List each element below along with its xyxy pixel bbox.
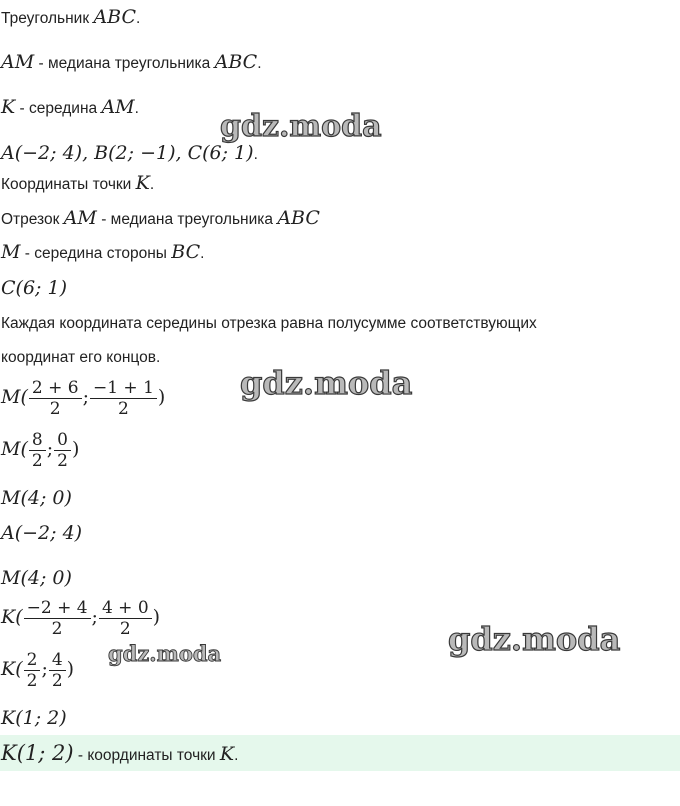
- text-line-8: [1, 276, 67, 302]
- text-line-14: [1, 521, 82, 547]
- text: - координаты точки: [73, 747, 220, 764]
- text: .: [234, 747, 239, 764]
- math: ): [152, 606, 161, 628]
- text: - медиана треугольника: [96, 211, 278, 228]
- text: - медиана треугольника: [34, 55, 215, 72]
- math: M(4; 0): [1, 487, 72, 509]
- math: ): [71, 438, 80, 460]
- math: AM: [63, 207, 97, 229]
- math: K: [1, 96, 16, 118]
- text: .: [149, 176, 155, 193]
- denominator: 2: [31, 451, 43, 472]
- text-line-5: [1, 171, 154, 197]
- math: K(1; 2): [1, 707, 67, 729]
- text: .: [253, 146, 258, 163]
- text: .: [136, 10, 141, 27]
- fraction: [29, 430, 46, 471]
- numerator: 2: [24, 650, 41, 671]
- math: K(: [1, 658, 23, 680]
- math: A(−2; 4): [1, 522, 83, 544]
- denominator: 2: [51, 671, 63, 692]
- fraction: [49, 650, 66, 691]
- numerator: 0: [54, 430, 71, 451]
- separator: ;: [41, 658, 48, 680]
- denominator: 2: [57, 451, 68, 472]
- math: M(4; 0): [1, 567, 72, 589]
- text: - середина стороны: [20, 245, 172, 262]
- text-line-1: [1, 5, 140, 31]
- numerator: 8: [29, 430, 46, 451]
- math: ABC: [93, 6, 137, 28]
- numerator: −2 + 4: [24, 598, 91, 619]
- text: .: [257, 55, 262, 72]
- denominator: 2: [26, 671, 38, 692]
- separator: ;: [82, 386, 89, 408]
- math: ): [66, 658, 75, 680]
- separator: ;: [91, 606, 98, 628]
- text-line-4: [1, 141, 258, 167]
- math: C(6; 1): [1, 277, 67, 299]
- text-line-10: [1, 346, 160, 370]
- math: K(1; 2): [1, 741, 74, 765]
- text-line-18: [1, 706, 67, 732]
- fraction-line-4: [1, 646, 74, 694]
- text-line-3: [1, 95, 139, 121]
- watermark-logo: gdz.moda: [220, 109, 382, 144]
- numerator: 4 + 0: [99, 598, 152, 619]
- watermark-logo: gdz.moda: [448, 620, 621, 658]
- fraction: [99, 598, 152, 639]
- fraction-line-1: [1, 374, 165, 422]
- text: координат его концов.: [1, 349, 161, 366]
- math: A(−2; 4), B(2; −1), C(6; 1): [1, 142, 254, 164]
- fraction: [24, 598, 91, 639]
- text: Координаты точки: [1, 176, 136, 193]
- watermark-logo: gdz.moda: [108, 641, 222, 666]
- text-line-15: [1, 566, 72, 592]
- numerator: 2 + 6: [29, 378, 82, 399]
- math: ABC: [277, 207, 320, 229]
- math: ): [157, 386, 166, 408]
- text-line-2: [1, 50, 262, 76]
- text: Отрезок: [1, 211, 64, 228]
- text: .: [134, 100, 139, 117]
- answer-line: [1, 741, 238, 768]
- fraction: [90, 378, 157, 419]
- fraction: [54, 430, 71, 471]
- math: K(: [1, 606, 23, 628]
- math: AM: [101, 96, 135, 118]
- denominator: 2: [51, 619, 63, 640]
- math: K: [219, 743, 235, 765]
- math: AM: [1, 51, 35, 73]
- denominator: 2: [118, 399, 129, 420]
- fraction: [29, 378, 82, 419]
- text: .: [200, 245, 205, 262]
- separator: ;: [46, 438, 54, 460]
- math: M(: [1, 386, 28, 408]
- denominator: 2: [119, 619, 131, 640]
- text: Каждая координата середины отрезка равна полусумме соответствующих: [1, 315, 537, 332]
- math: K: [135, 172, 150, 194]
- numerator: 4: [49, 650, 66, 671]
- math: ABC: [214, 51, 258, 73]
- text-line-9: [1, 312, 537, 336]
- fraction-line-3: [1, 594, 160, 642]
- text-line-7: [1, 240, 204, 266]
- numerator: −1 + 1: [90, 378, 157, 399]
- fraction: [24, 650, 41, 691]
- text: Треугольник: [1, 10, 94, 27]
- text-line-13: [1, 486, 72, 512]
- math: BC: [171, 241, 201, 263]
- math: M(: [1, 438, 28, 460]
- fraction-line-2: [1, 426, 79, 474]
- text: - середина: [15, 100, 102, 117]
- watermark-logo: gdz.moda: [240, 364, 413, 402]
- denominator: 2: [49, 399, 61, 420]
- math: M: [1, 241, 21, 263]
- text-line-6: [1, 206, 320, 232]
